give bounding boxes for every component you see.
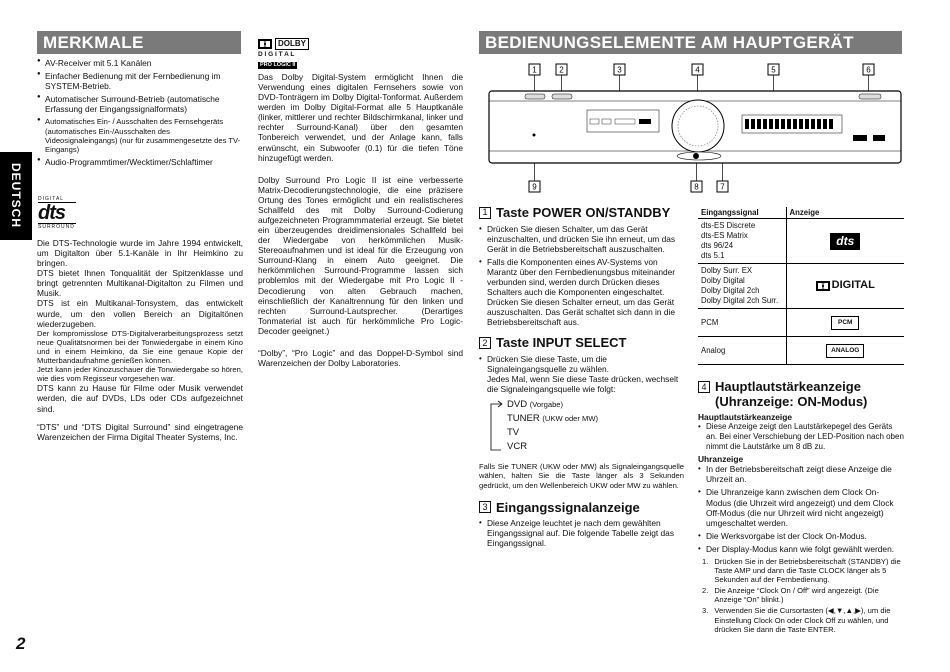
- signal-name: dts-ES Matrix: [701, 231, 748, 241]
- step-item: [702, 586, 904, 604]
- signal-name: dts 5.1: [701, 251, 725, 261]
- section-number: 3: [479, 501, 491, 513]
- callout-1: 1: [532, 65, 537, 75]
- source-note: (UKW oder MW): [542, 414, 599, 424]
- dts-text-block: [37, 238, 243, 448]
- step-item: [702, 557, 904, 584]
- input-list: [479, 354, 684, 394]
- dolby-logo: [258, 38, 322, 70]
- section-heading: Taste POWER ON/STANDBY: [496, 205, 671, 220]
- feature-list: [37, 58, 243, 167]
- dolby-digital-display-icon: [816, 279, 875, 292]
- dolby-dd-icon: [816, 281, 830, 291]
- section-heading: [715, 379, 867, 409]
- signal-name: Dolby Digital 2ch Surr.: [701, 296, 779, 306]
- table-cell: Analog: [698, 337, 786, 365]
- section-heading-line: (Uhranzeige: ON-Modus): [715, 394, 868, 410]
- clock-steps: [698, 557, 904, 634]
- dolby-paragraph: “Dolby”, “Pro Logic” and das Doppel-D-Symbol sind Warenzeichen der Dolby Laboratories.: [258, 347, 463, 369]
- list-item-text: Drücken Sie diese Taste, um die Signaleingangsquelle zu wählen.: [487, 353, 609, 375]
- merkmale-header: MERKMALE: [37, 31, 241, 54]
- power-list: [479, 224, 684, 328]
- clock-list: [698, 464, 904, 554]
- callout-9: 9: [532, 182, 537, 192]
- dts-paragraph: DTS ist ein Multikanal-Tonsystem, das entwickelt wurde, um den vollen Bereich an Digitaltönen wiederzugeben.: [37, 298, 243, 329]
- section-number: 4: [698, 381, 710, 393]
- source-item: [507, 398, 598, 412]
- source-item: [507, 412, 598, 426]
- signal-name: Dolby Digital: [701, 276, 745, 286]
- list-item: • In der Betriebsbereitschaft zeigt diese Anzeige die Uhrzeit an.: [698, 464, 904, 484]
- section-number: 2: [479, 337, 491, 349]
- table-cell: [698, 219, 786, 264]
- table-cell: PCM: [698, 309, 786, 337]
- step-text: Verwenden Sie die Cursortasten (◀,▼,▲,▶), um die Einstellung Clock On oder Clock Off zu wählen, und drücken Sie dann die Taste ENTER.: [714, 606, 891, 634]
- dolby-paragraph: Das Dolby Digital-System ermöglicht Ihnen die Verwendung eines digitalen Fernsehers sowie von DVD-Tonträgern im Dolby Digital-Tonformat. Außerdem werden im Dolby Digital-Format alle 5 Hauptkanäle (linker, mittlerer und rechter Bildschirmkanal, linker und rechter Surround-Kanal) über den gesamten Tonbereich verwendet, und der Anlage kann, falls erwünscht, ein Subwoofer (0.1) für die tiefen Töne hinzugefügt werden.: [258, 72, 463, 163]
- signal-name: Dolby Digital 2ch: [701, 286, 760, 296]
- list-item-text: Jedes Mal, wenn Sie diese Taste drücken, wechselt die Signaleingangsquelle wie folgt:: [487, 374, 679, 395]
- language-tab: DEUTSCH: [0, 152, 32, 240]
- signal-table: [698, 207, 904, 365]
- step-number: 3.: [702, 606, 709, 616]
- features-column: [37, 58, 243, 170]
- table-cell: [786, 337, 904, 365]
- source-name: DVD: [507, 399, 528, 411]
- list-item: • Diese Anzeige zeigt den Lautstärkepegel des Geräts an. Bei einer Verschiebung der LED-Position nach oben nimmt die Lautstärke um 8 dB zu.: [698, 422, 904, 451]
- feature-item: ● Automatisches Ein- / Ausschalten des Fernsehgeräts (automatisches Ein-/Ausschalten des Videosignaleingangs) (nur für zusammengesetzte des TV-Eingangs): [37, 117, 243, 153]
- signal-name: Dolby Surr. EX: [701, 266, 753, 276]
- step-text: Drücken Sie in der Betriebsbereitschaft (STANDBY) die Taste AMP und dann die Taste CLOCK länger als 5 Sekunden auf der Fernbedienung.: [714, 556, 901, 585]
- callout-7: 7: [720, 182, 725, 192]
- table-cell: [786, 309, 904, 337]
- dts-logo-bottom: SURROUND: [38, 224, 75, 230]
- feature-item: ● Einfacher Bedienung mit der Fernbedienung im SYSTEM-Betrieb.: [37, 71, 243, 91]
- list-item: • Der Display-Modus kann wie folgt gewählt werden.: [698, 544, 904, 554]
- table-header: Eingangssignal: [698, 207, 786, 219]
- controls-column-right: [698, 207, 904, 636]
- signal-name: dts-ES Discrete: [701, 221, 756, 231]
- list-item: • Drücken Sie diesen Schalter, um das Gerät einzuschalten, und drücken Sie ihn erneut, um das Gerät in die Betriebsbereitschaft auszuschalten.: [479, 224, 684, 254]
- subsection-title: Uhranzeige: [698, 454, 744, 465]
- dts-paragraph: DTS bietet Ihnen Tonqualität der Spitzenklasse und bringt getrennten Multikanal-Digitalton zu Filmen und Musik.: [37, 268, 243, 299]
- dolby-digital-text: DIGITAL: [831, 279, 875, 292]
- dts-paragraph: Der kompromisslose DTS-Digitalverarbeitungsprozess setzt neue Qualitätsnormen bei der Tonwiedergabe in einem Kino und in einem Heimkino, da Sie eine genaue Kopie der Mutterbandaufnahme genießen können.: [37, 328, 243, 366]
- dts-logo-top: DIGITAL: [38, 196, 76, 203]
- step-text: Die Anzeige “Clock On / Off” wird angezeigt. (Die Anzeige “On” blinkt.): [714, 586, 879, 605]
- dts-paragraph: Die DTS-Technologie wurde im Jahre 1994 entwickelt, um Digitalton über 5.1-Kanäle in Ihr Heimkino zu bringen.: [37, 238, 243, 269]
- controls-column-left: [479, 205, 684, 551]
- source-name: VCR: [507, 441, 528, 453]
- source-note: (Vorgabe): [529, 400, 564, 410]
- table-cell: [698, 264, 786, 309]
- feature-item: ● Automatischer Surround-Betrieb (automatische Erfassung der Eingangssignalformats): [37, 94, 243, 114]
- step-number: 1.: [702, 556, 709, 566]
- callout-6: 6: [866, 65, 871, 75]
- table-row: [698, 337, 904, 365]
- step-number: 2.: [702, 586, 709, 596]
- dolby-logo-line2: D I G I T A L: [258, 50, 295, 58]
- dolby-paragraph: Dolby Surround Pro Logic II ist eine verbesserte Matrix-Decodierungstechnologie, die eine präzisere Ortung des Tones ermöglicht und ein realistischeres Schallfeld des mit Dolby Surround-Codierung aufgezeichneten Programmmaterial erzeugt. Sie bietet ein überzeugendes dreidimensionales Schallfeld bei der Wiedergabe von herkömmlichen Musik-Stereoaufnahmen und ist ideal für die Erzeugung von Surround-Klang in einem Auto geeignet. Die herkömmlichen Surround-Programme lassen sich problemlos mit der Wiedergabe mit Pro Logic II -Decodierung von alten Gebrauch machen, einschließlich der Kanaltrennung für den linken und rechten Surround-Lautsprecher. (Derartiges Tonmaterial ist auch für herkömmliche Pro Logic-Decoder geeignet.): [258, 174, 463, 336]
- dolby-dd-icon: [258, 39, 272, 49]
- section-heading: Eingangssignalanzeige: [496, 499, 640, 515]
- dolby-text-block: [258, 72, 463, 374]
- analog-display-icon: ANALOG: [826, 344, 864, 358]
- subsection-title: Hauptlautstärkeanzeige: [698, 412, 793, 423]
- step-item: [702, 606, 904, 633]
- table-row: [698, 219, 904, 264]
- signal-list: [479, 518, 684, 548]
- section-number: 1: [479, 207, 491, 219]
- signal-name: dts 96/24: [701, 241, 734, 251]
- section-title-power: [479, 205, 684, 221]
- tuner-note: Falls Sie TUNER (UKW oder MW) als Signaleingangsquelle wählen, halten Sie die Taste länger als 3 Sekunden gedrückt, um den Wellenbereich UKW oder MW zu wählen.: [479, 462, 684, 490]
- source-name: TV: [507, 427, 520, 439]
- dts-logo: [38, 196, 76, 234]
- dolby-logo-line3: PRO LOGIC II: [260, 62, 296, 69]
- callout-3: 3: [617, 65, 622, 75]
- source-name: TUNER: [507, 413, 540, 425]
- source-cycle: [487, 398, 684, 454]
- cycle-arrow-icon: [487, 398, 507, 454]
- section-title-volume: [698, 379, 904, 409]
- list-item: • Diese Anzeige leuchtet je nach dem gewählten Eingangssignal auf. Die folgende Tabelle zeigt das Eingangssignal.: [479, 518, 684, 548]
- table-header: Anzeige: [786, 207, 904, 219]
- front-panel-diagram: [487, 63, 903, 193]
- dolby-logo-line1: DOLBY: [275, 38, 309, 50]
- section-heading: Taste INPUT SELECT: [496, 335, 627, 351]
- section-heading-line: Hauptlautstärkeanzeige: [715, 379, 861, 395]
- page-number: 2: [16, 634, 26, 653]
- callout-5: 5: [771, 65, 776, 75]
- dts-logo-main: dts: [38, 202, 65, 224]
- dts-paragraph: DTS kann zu Hause für Filme oder Musik verwendet werden, die auf DVDs, LDs oder CDs aufgezeichnet sind.: [37, 383, 243, 414]
- list-item: • Die Werksvorgabe ist der Clock On-Modus.: [698, 531, 904, 541]
- section-title-signal: [479, 500, 684, 516]
- table-row: [698, 264, 904, 309]
- table-row: [698, 309, 904, 337]
- source-item: [507, 440, 598, 454]
- section-title-input: [479, 335, 684, 351]
- callout-2: 2: [559, 65, 564, 75]
- dts-trademark: “DTS” und “DTS Digital Surround” sind eingetragene Warenzeichen der Firma Digital Theater Systems, Inc.: [37, 421, 243, 442]
- source-list: [507, 398, 598, 454]
- list-item: • Falls die Komponenten eines AV-Systems von Marantz über den Fernbedienungsbus miteinander verbunden sind, werden durch Drücken dieses Schalters auch die Komponenten eingeschaltet. Drücken Sie diesen Schalter erneut, um das Gerät auszuschalten. Das Gerät schaltet sich dann in die Betriebsbereitschaft aus.: [479, 257, 684, 328]
- callout-8: 8: [694, 182, 699, 192]
- volume-list: [698, 422, 904, 451]
- table-cell: [786, 264, 904, 309]
- feature-item: ● AV-Receiver mit 5.1 Kanälen: [37, 58, 243, 68]
- callout-4: 4: [695, 65, 700, 75]
- dts-paragraph: Jetzt kann jeder Kinozuschauer die Tonwiedergabe so hören, wie dies vom Regisseur vorgesehen war.: [37, 365, 243, 384]
- feature-item: ● Audio-Programmtimer/Wecktimer/Schlaftimer: [37, 157, 243, 167]
- list-item: • Die Uhranzeige kann zwischen dem Clock On-Modus (die Uhrzeit wird angezeigt) und dem Clock Off-Modus (die nur Uhrzeit wird nicht angezeigt) umgeschaltet werden.: [698, 487, 904, 527]
- source-item: [507, 426, 598, 440]
- dts-display-icon: dts: [830, 233, 860, 249]
- table-cell: [786, 219, 904, 264]
- bedienungselemente-header: BEDIENUNGSELEMENTE AM HAUPTGERÄT: [479, 31, 902, 54]
- list-item: [479, 354, 684, 394]
- pcm-display-icon: PCM: [831, 316, 859, 330]
